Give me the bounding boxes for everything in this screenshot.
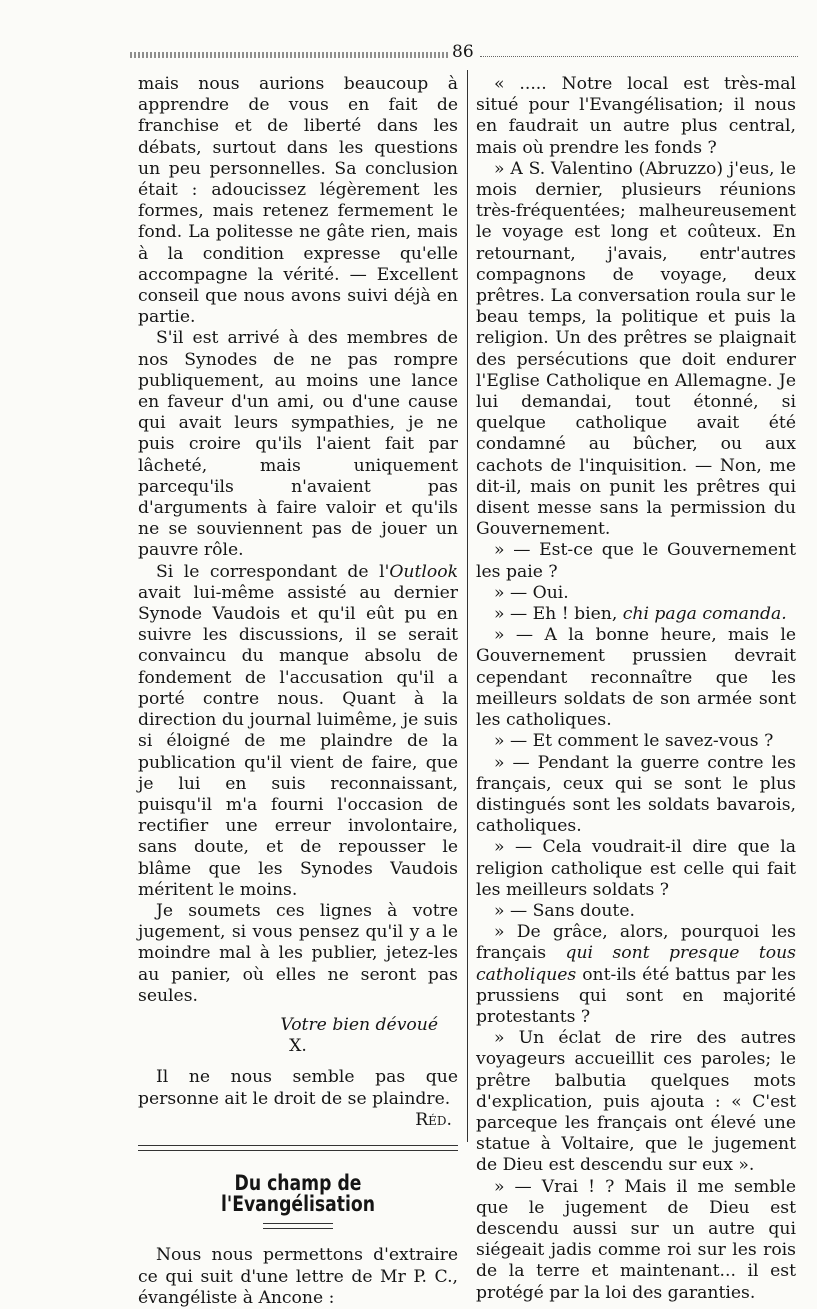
publication-title: Outlook xyxy=(389,561,458,582)
letter-signature: Votre bien dévoué xyxy=(280,1014,438,1035)
editor-sign: Réd. xyxy=(415,1109,452,1130)
paragraph: » A S. Valentino (Abruzzo) j'eus, le mois dernier, plusieurs réunions très-fréquentées; malheureusement le voyage est long et coûteux. En retournant, j'avais, entr'autres compagnons de voyage, deux prêtres. La conversation roula sur le beau temps, la politique et puis la religion. Un des prêtres se plaignait des persécutions que doit endurer l'Eglise Catholique en Allemagne. Je lui demandai, tout étonné, si quelque catholique avait été condamné au bûcher, ou aux cachots de l'inquisition. — Non, me dit-il, mais on punit les prêtres qui disent messe sans la permission du Gouvernement. xyxy=(476,158,796,540)
dialogue-line: » — A la bonne heure, mais le Gouvernement prussien devrait cependant reconnaître que les meilleurs soldats de son armée sont les catholiques. xyxy=(476,625,796,731)
paragraph: S'il est arrivé à des membres de nos Synodes de ne pas rompre publiquement, au moins une lance en faveur d'un ami, ou d'une cause qui avait leurs sympathies, je ne puis croire qu'ils l'aient fait par lâcheté, mais uniquement parcequ'ils n'avaient pas d'arguments à faire valoir et qu'ils ne se souviennent pas de jouer un pauvre rôle. xyxy=(138,328,458,561)
paragraph-outlook xyxy=(138,562,458,901)
text: » — Eh ! bien, xyxy=(494,604,623,625)
page-number: 86 xyxy=(452,42,474,62)
text: Quant à la direction du journal luimême, je suis si éloigné de me plaindre de la publication qu'il vient de faire, que je lui en suis reconnaissant, puisqu'il m'a fourni l'occasion de rectifier une erreur involontaire, sans doute, et de repousser le blâme que les Synodes Vaudois méritent le moins. xyxy=(138,688,458,900)
intro-paragraph: Nous nous permettons d'extraire ce qui suit d'une lettre de Mr P. C., évangéliste à Ancone : xyxy=(138,1245,458,1308)
italic-phrase: chi paga comanda. xyxy=(622,604,787,625)
paragraph: « ..... Notre local est très-mal situé pour l'Evangélisation; il nous en faudrait un autre plus central, mais où prendre les fonds ? xyxy=(476,74,796,158)
dialogue-line: » — Pendant la guerre contre les français, ceux qui se sont le plus distingués sont les soldats bavarois, catholiques. xyxy=(476,752,796,837)
left-column xyxy=(138,74,458,1309)
dialogue-line: » — Et comment le savez-vous ? xyxy=(494,731,774,752)
dialogue-line: » — Oui. xyxy=(494,582,569,603)
signature-mark: X. xyxy=(289,1036,307,1057)
dialogue-line: » — Cela voudrait-il dire que la religion catholique est celle qui fait les meilleurs soldats ? xyxy=(476,837,796,900)
paragraph: Je soumets ces lignes à votre jugement, si vous pensez qu'il y a le moindre mal à les publier, jetez-les au panier, où elles ne seront pas seules. xyxy=(138,900,458,1006)
editor-note: Il ne nous semble pas que personne ait le droit de se plaindre. xyxy=(138,1067,458,1109)
text: Si le correspondant de l' xyxy=(156,561,390,582)
dialogue-line xyxy=(476,604,796,625)
dialogue-line: » — Est-ce que le Gouvernement les paie ? xyxy=(476,540,796,582)
section-title: Du champ de l'Evangélisation xyxy=(221,1170,375,1217)
dialogue-line: » — Sans doute. xyxy=(494,900,635,921)
header-dotted-rule xyxy=(480,56,798,58)
right-column xyxy=(476,74,796,1304)
title-underline xyxy=(263,1223,333,1229)
text: ont-ils été battus par les prussiens qui sont en majorité protestants ? xyxy=(476,964,796,1027)
column-divider xyxy=(467,70,468,1142)
text: » De grâce, alors, pourquoi les français xyxy=(476,922,796,964)
section-separator xyxy=(138,1145,458,1151)
dialogue-line xyxy=(476,922,796,1028)
paragraph: » Un éclat de rire des autres voyageurs accueillit ces paroles; le prêtre balbutia quelques mots d'explication, puis ajouta : « C'est parceque les français ont élevé une statue à Voltaire, que le jugement de Dieu est descendu sur eux ». xyxy=(476,1028,796,1176)
paragraph: mais nous aurions beaucoup à apprendre de vous en fait de franchise et de liberté dans les débats, surtout dans les questions un peu personnelles. Sa conclusion était : adoucissez légèrement les formes, mais retenez fermement le fond. La politesse ne gâte rien, mais à la condition expresse qu'elle accompagne la vérité. — Excellent conseil que nous avons suivi déjà en partie. xyxy=(138,74,458,328)
page-header xyxy=(130,40,798,66)
italic-phrase: qui sont presque tous catholiques xyxy=(476,943,796,985)
paragraph: » — Vrai ! ? Mais il me semble que le jugement de Dieu est descendu aussi sur un autre qui siégeait jadis comme roi sur les rois de la terre et maintenant... il est protégé par la loi des garanties. xyxy=(476,1176,796,1303)
header-ornament-rule xyxy=(130,52,448,58)
text: avait lui-même assisté au dernier Synode Vaudois et qu'il eût pu en suivre les discussions, il se serait convaincu du manque absolu de fondement de l'accusation qu'il a porté contre nous. xyxy=(138,582,458,709)
